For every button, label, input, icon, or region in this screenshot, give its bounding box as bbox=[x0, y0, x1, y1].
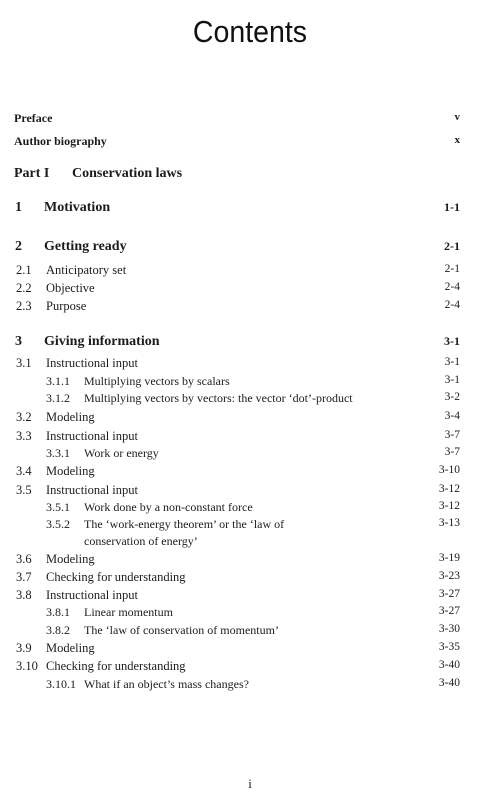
toc-entry-number: 3.3.1 bbox=[46, 446, 70, 460]
toc-page-number: 3-27 bbox=[438, 605, 460, 617]
toc-entry-number: 3.6 bbox=[16, 552, 32, 566]
toc-entry-number: 2.3 bbox=[16, 299, 32, 313]
toc-page-number: 3-12 bbox=[438, 483, 460, 495]
toc-page-number: 1-1 bbox=[444, 200, 460, 214]
toc-entry-number: 3.4 bbox=[16, 464, 32, 478]
toc-page-number: 3-40 bbox=[438, 677, 460, 689]
toc-page-number: x bbox=[454, 134, 460, 146]
toc-entry-title: Modeling bbox=[46, 552, 95, 566]
toc-entry-number: 2.1 bbox=[16, 263, 32, 277]
toc-entry-number: 3.5.1 bbox=[46, 500, 70, 514]
toc-entry-title: Checking for understanding bbox=[46, 659, 186, 673]
page-folio: i bbox=[248, 776, 252, 791]
toc-page-number: 3-13 bbox=[438, 517, 460, 529]
toc-entry-number: 3.8.2 bbox=[46, 623, 70, 637]
toc-page-number: 3-19 bbox=[438, 552, 460, 564]
toc-entry-title: What if an object’s mass changes? bbox=[84, 677, 249, 691]
toc-entry-number: 3.1.2 bbox=[46, 391, 70, 405]
toc-page-number: 3-1 bbox=[444, 356, 460, 368]
toc-page-number: 3-35 bbox=[438, 641, 460, 653]
toc-entry-title: Work done by a non-constant force bbox=[84, 500, 253, 514]
toc-entry-title-continuation: conservation of energy’ bbox=[84, 534, 198, 548]
toc-entry-number: 3.3 bbox=[16, 429, 32, 443]
toc-page-number: 3-40 bbox=[438, 659, 460, 671]
toc-page-number: 2-1 bbox=[444, 239, 460, 253]
toc-entry-number: 3.2 bbox=[16, 410, 32, 424]
toc-entry-number: 3.1.1 bbox=[46, 374, 70, 388]
toc-entry-title: Modeling bbox=[46, 641, 95, 655]
toc-entry-number: 3.10 bbox=[16, 659, 38, 673]
toc-entry-title: Checking for understanding bbox=[46, 570, 186, 584]
toc-entry-title: Author biography bbox=[14, 134, 107, 148]
toc-page-number: 2-4 bbox=[444, 281, 460, 293]
toc-entry-title: Getting ready bbox=[44, 239, 127, 254]
toc-entry-title: Work or energy bbox=[84, 446, 159, 460]
toc-entry-title: The ‘work-energy theorem’ or the ‘law of bbox=[84, 517, 285, 531]
toc-entry-title: Multiplying vectors by vectors: the vector ‘dot’-product bbox=[84, 391, 353, 405]
toc-entry-title: Anticipatory set bbox=[46, 263, 127, 277]
page-title: Contents bbox=[192, 14, 308, 49]
toc-entry-title: Linear momentum bbox=[84, 605, 173, 619]
toc-entry-title: Instructional input bbox=[46, 483, 138, 497]
toc-entry-number: 3.5 bbox=[16, 483, 32, 497]
toc-page-number: 3-7 bbox=[444, 429, 460, 441]
toc-page-number: 3-12 bbox=[438, 500, 460, 512]
toc-page-number: 3-4 bbox=[444, 410, 460, 422]
toc-entry-title: The ‘law of conservation of momentum’ bbox=[84, 623, 279, 637]
toc-page-number: 3-30 bbox=[438, 623, 460, 635]
toc-page-number: 3-23 bbox=[438, 570, 460, 582]
toc-entry-title: Instructional input bbox=[46, 588, 138, 602]
toc-entry-title: Instructional input bbox=[46, 429, 138, 443]
toc-page-number: 2-4 bbox=[444, 299, 460, 311]
toc-entry-number: 3.1 bbox=[16, 356, 32, 370]
toc-page-number: 3-27 bbox=[438, 588, 460, 600]
toc-entry-number: 3 bbox=[15, 334, 22, 349]
toc-entry-title: Multiplying vectors by scalars bbox=[84, 374, 230, 388]
toc-entry-number: 1 bbox=[15, 200, 22, 215]
toc-entry-number: 3.8 bbox=[16, 588, 32, 602]
toc-entry-number: 3.9 bbox=[16, 641, 32, 655]
toc-page-number: 3-1 bbox=[444, 334, 460, 348]
toc-page-number: 3-1 bbox=[444, 374, 460, 386]
toc-entry-number: 3.5.2 bbox=[46, 517, 70, 531]
toc-entry-title: Giving information bbox=[44, 334, 160, 349]
toc-entry-title: Preface bbox=[14, 111, 53, 125]
toc-page-number: 3-10 bbox=[438, 464, 460, 476]
toc-entry-number: 3.8.1 bbox=[46, 605, 70, 619]
toc-entry-title: Instructional input bbox=[46, 356, 138, 370]
part-title: Conservation laws bbox=[72, 166, 183, 181]
toc-page-number: v bbox=[454, 111, 460, 123]
toc-entry-title: Motivation bbox=[44, 200, 111, 215]
toc-page-number: 2-1 bbox=[444, 263, 460, 275]
toc-entry-title: Purpose bbox=[46, 299, 87, 313]
toc-entry-number: 2 bbox=[15, 239, 22, 254]
part-label: Part I bbox=[14, 166, 50, 181]
toc-entry-title: Objective bbox=[46, 281, 95, 295]
toc-entry-title: Modeling bbox=[46, 464, 95, 478]
toc-page-number: 3-2 bbox=[444, 391, 460, 403]
toc-entry-title: Modeling bbox=[46, 410, 95, 424]
toc-page-number: 3-7 bbox=[444, 446, 460, 458]
toc-entry-number: 3.7 bbox=[16, 570, 32, 584]
toc-entry-number: 3.10.1 bbox=[46, 677, 76, 691]
toc-entry-number: 2.2 bbox=[16, 281, 32, 295]
